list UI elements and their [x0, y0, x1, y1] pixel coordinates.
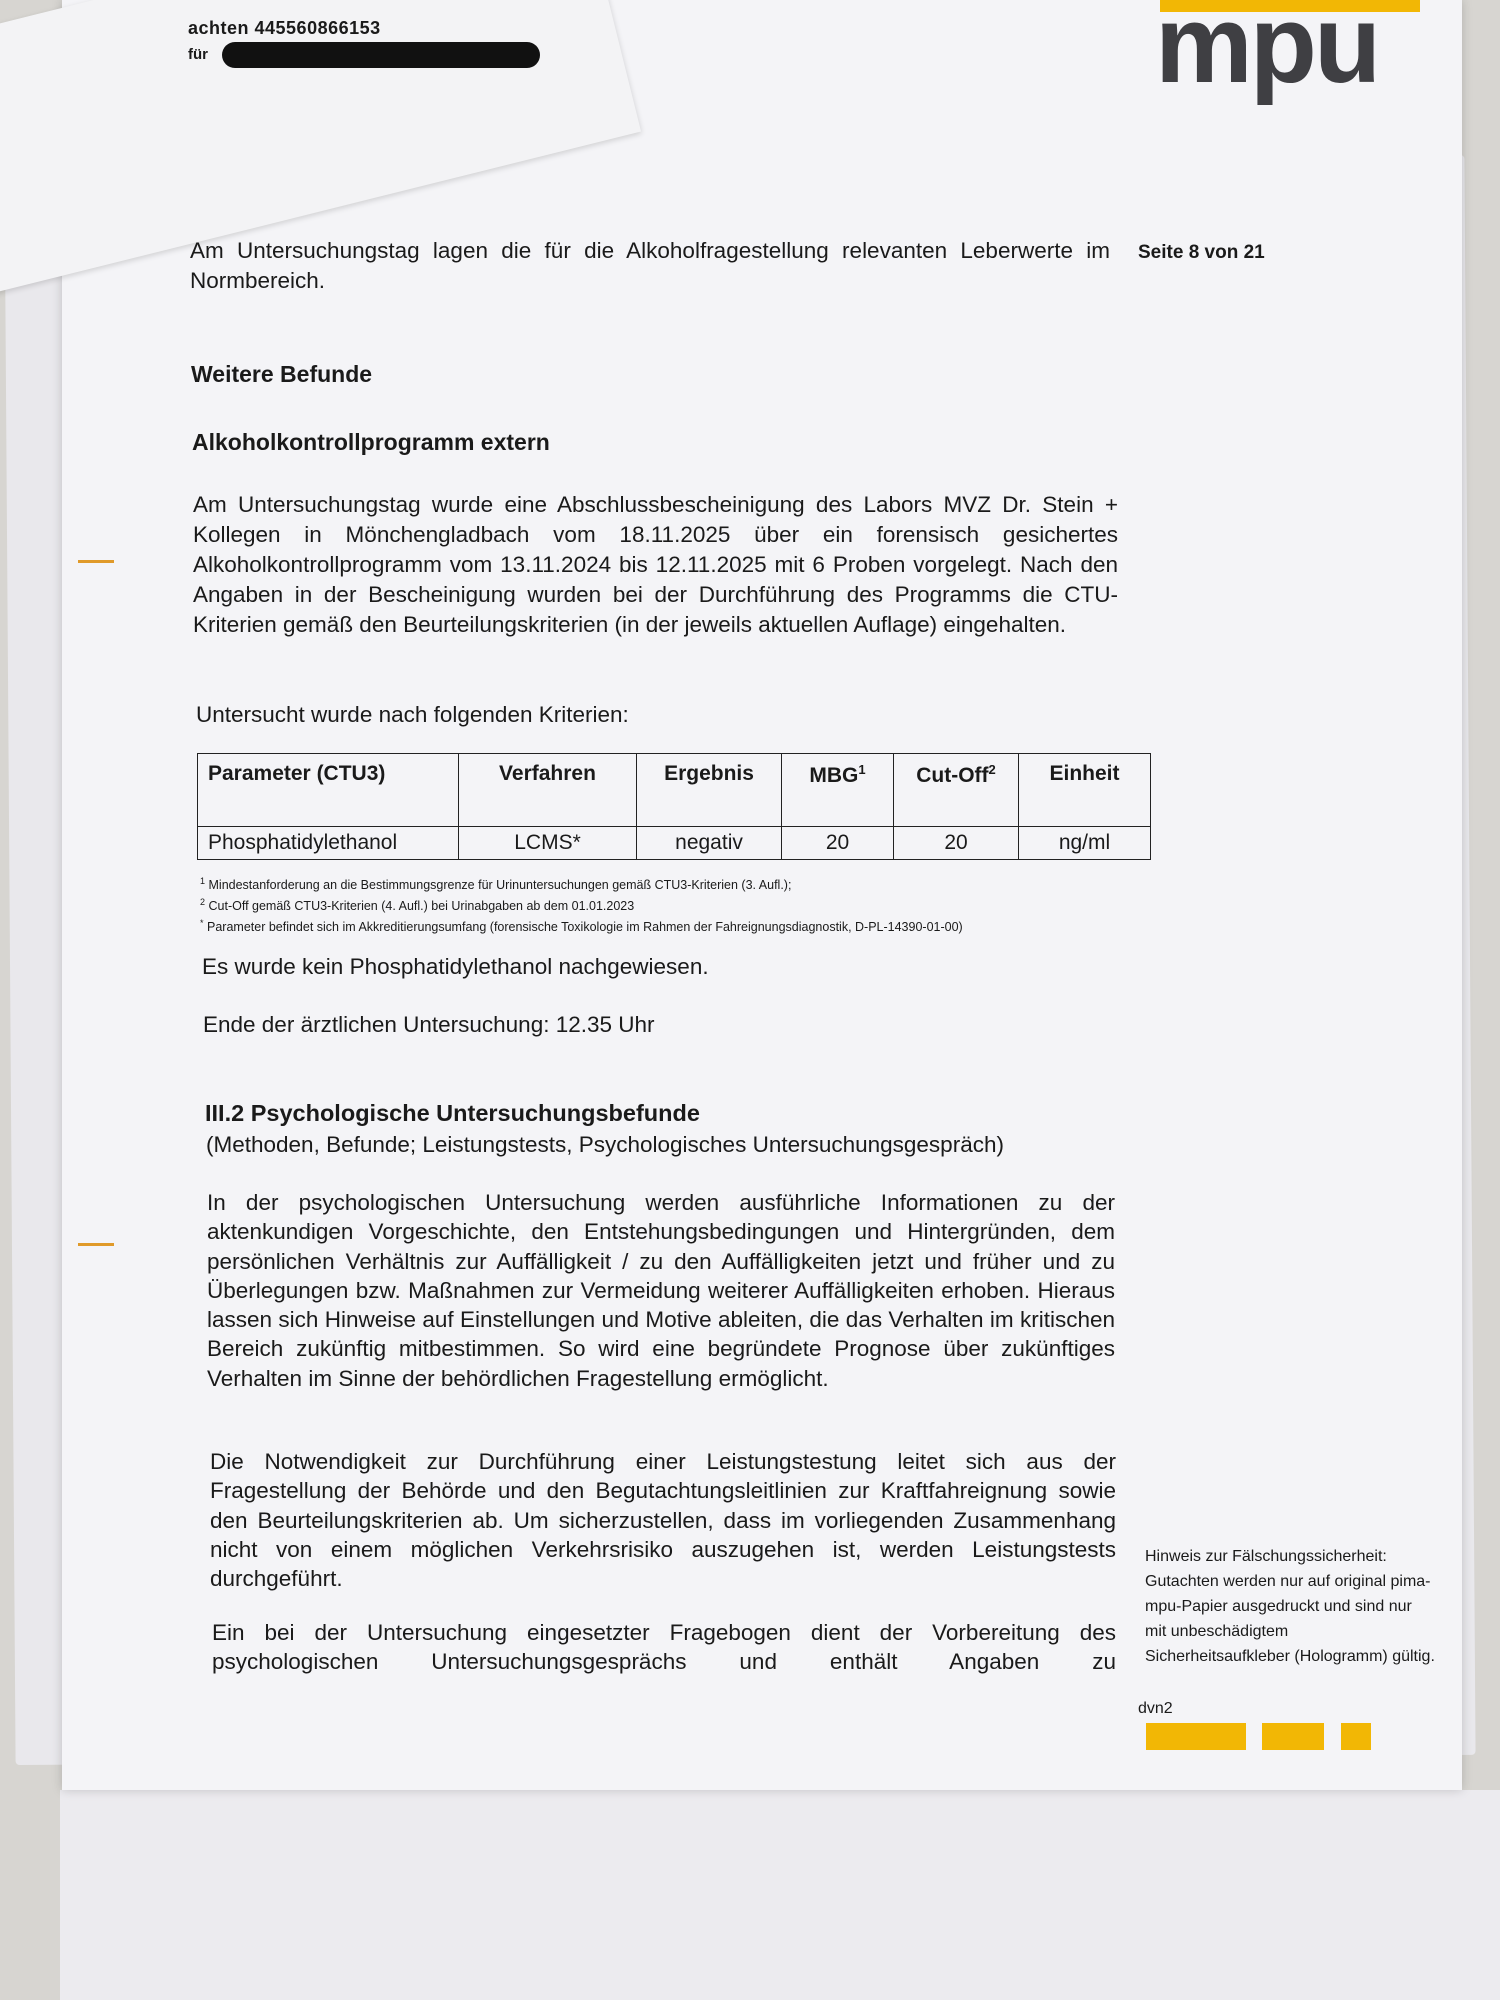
section-title-further-findings: Weitere Befunde — [191, 361, 373, 387]
criteria-table — [197, 753, 1151, 860]
cell-mbg: 20 — [782, 827, 894, 860]
psych-paragraph-2: Die Notwendigkeit zur Durchführung einer Leistungstestung leitet sich aus der Fragestellung der Behörde und den Begutachtungsleitlinien zur Kraftfahreignung sowie den Beurteilungskriterien ab. Um sicherzustellen, dass im vorliegenden Zusammenhang nicht von einem möglichen Verkehrsrisiko auszugehen ist, werden Leistungstests durchgeführt. — [210, 1449, 1116, 1592]
table-row — [198, 827, 1151, 860]
intro-paragraph: Am Untersuchungstag lagen die für die Alkoholfragestellung relevanten Leberwerte im Normbereich. — [190, 238, 1110, 293]
security-bar-1 — [1146, 1723, 1246, 1750]
cell-parameter: Phosphatidylethanol — [198, 827, 459, 860]
cell-result: negativ — [637, 827, 782, 860]
section-subtitle-alcohol-program: Alkoholkontrollprogramm extern — [192, 429, 550, 455]
page-number: Seite 8 von 21 — [1138, 242, 1265, 263]
psych-paragraph-3: Ein bei der Untersuchung eingesetzter Fragebogen dient der Vorbereitung des psychologischen Untersuchungsgesprächs und enthält Angaben zu — [212, 1620, 1116, 1674]
report-reference: achten 445560866153 — [188, 18, 381, 38]
punch-margin-mark — [78, 560, 114, 563]
cell-cutoff: 20 — [894, 827, 1019, 860]
footnote: $^2$ Cut-Off gemäß CTU3-Kriterien (4. Aufl.) bei Urinabgaben ab dem 01.01.2023 — [200, 897, 635, 914]
header-mbg: MBG$^1$ — [782, 754, 894, 827]
criteria-intro: Untersucht wurde nach folgenden Kriterien: — [196, 702, 629, 727]
header-result: Ergebnis — [637, 754, 782, 827]
section-title-psych: III.2 Psychologische Untersuchungsbefunde — [205, 1100, 700, 1126]
footnote: * Parameter befindet sich im Akkreditierungsumfang (forensische Toxikologie im Rahmen der Fahreignungsdiagnostik, D-PL-14390-01-00) — [200, 918, 963, 935]
recipient-label: für — [188, 46, 208, 63]
header-parameter: Parameter (CTU3) — [198, 754, 459, 827]
cell-method: LCMS* — [459, 827, 637, 860]
punch-margin-mark — [78, 1243, 114, 1246]
redaction-bar — [222, 42, 540, 68]
forgery-notice: Hinweis zur Fälschungssicherheit: Gutachten werden nur auf original pima-mpu-Papier ausgedruckt und sind nur mit unbeschädigtem Sicherheitsaufkleber (Hologramm) gültig. — [1145, 1548, 1435, 1665]
document-code: dvn2 — [1138, 1700, 1173, 1717]
alcohol-program-paragraph: Am Untersuchungstag wurde eine Abschlussbescheinigung des Labors MVZ Dr. Stein + Kollegen in Mönchengladbach vom 18.11.2025 über ein forensisch gesichertes Alkoholkontrollprogramm vom 13.11.2024 bis 12.11.2025 mit 6 Proben vorgelegt. Nach den Angaben in der Bescheinigung wurden bei der Durchführung des Programms die CTU-Kriterien gemäß den Beurteilungskriterien (in der jeweils aktuellen Auflage) eingehalten. — [193, 492, 1118, 637]
security-bar-3 — [1341, 1723, 1371, 1750]
finding-none: Es wurde kein Phosphatidylethanol nachgewiesen. — [202, 954, 709, 979]
exam-end: Ende der ärztlichen Untersuchung: 12.35 Uhr — [203, 1012, 655, 1037]
table-header-row — [198, 754, 1151, 827]
cell-unit: ng/ml — [1019, 827, 1151, 860]
bottom-sheet — [60, 1790, 1500, 2000]
header-method: Verfahren — [459, 754, 637, 827]
psych-paragraph-1: In der psychologischen Untersuchung werden ausführliche Informationen zu der aktenkundigen Vorgeschichte, den Entstehungsbedingungen und Hintergründen, dem persönlichen Verhältnis zur Auffälligkeit / zu den Auffälligkeiten jetzt und früher und zu Überlegungen bzw. Maßnahmen zur Vermeidung weiterer Auffälligkeiten erhoben. Hieraus lassen sich Hinweise auf Einstellungen und Motive ableiten, die das Verhalten im kritischen Bereich zukünftig mitbestimmen. So wird eine begründete Prognose über zukünftiges Verhalten im Sinne der behördlichen Fragestellung ermöglicht. — [207, 1190, 1115, 1391]
section-subtitle-psych: (Methoden, Befunde; Leistungstests, Psychologisches Untersuchungsgespräch) — [206, 1132, 1004, 1157]
security-bar-2 — [1262, 1723, 1324, 1750]
header-cutoff: Cut-Off$^2$ — [894, 754, 1019, 827]
header-unit: Einheit — [1019, 754, 1151, 827]
company-logo: mpu — [1155, 0, 1379, 106]
footnote: $^1$ Mindestanforderung an die Bestimmungsgrenze für Urinuntersuchungen gemäß CTU3-Kriterien (3. Aufl.); — [200, 876, 792, 893]
table-footnotes — [200, 873, 963, 936]
